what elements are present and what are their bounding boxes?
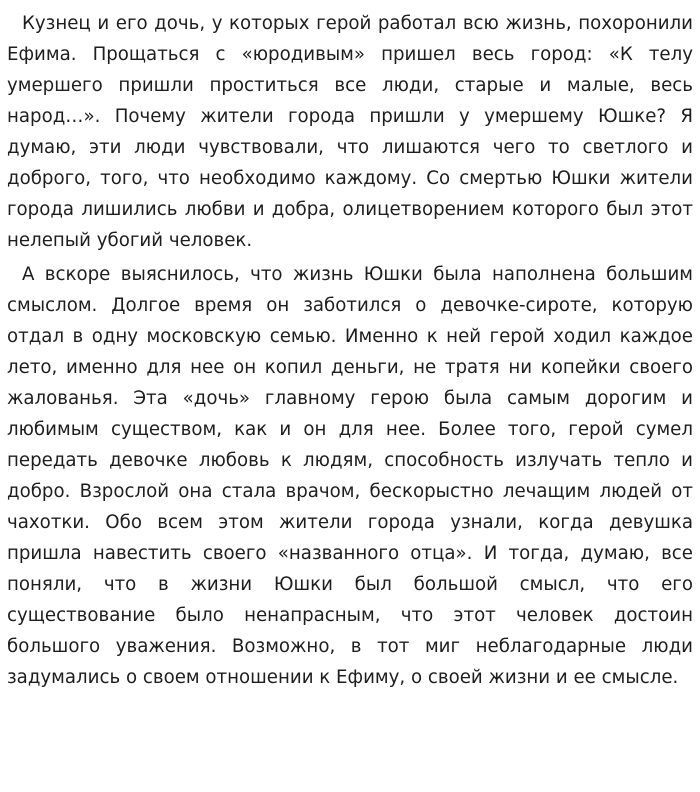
- paragraph-2: А вскоре выяснилось, что жизнь Юшки была наполнена большим смыслом. Долгое время он заботился о девочке-сироте, которую отдал в одну московскую семью. Именно к ней герой ходил каждое лето, именно для нее он копил деньги, не тратя ни копейки своего жалованья. Эта «дочь» главному герою была самым дорогим и любимым существом, как и он для нее. Более того, герой сумел передать девочке любовь к людям, способность излучать тепло и добро. Взрослой она стала врачом, бескорыстно лечащим людей от чахотки. Обо всем этом жители города узнали, когда девушка пришла навестить своего «названного отца». И тогда, думаю, все поняли, что в жизни Юшки был большой смысл, что его существование было ненапрасным, что этот человек достоин большого уважения. Возможно, в тот миг неблагодарные люди задумались о своем отношении к Ефиму, о своей жизни и ее смысле.: [7, 264, 693, 688]
- essay-text: [7, 8, 693, 693]
- paragraph-1: Кузнец и его дочь, у которых герой работал всю жизнь, похоронили Ефима. Прощаться с «юродивым» пришел весь город: «К телу умершего пришли проститься все люди, старые и малые, весь народ…». Почему жители города пришли у умершему Юшке? Я думаю, эти люди чувствовали, что лишаются чего то светлого и доброго, того, что необходимо каждому. Со смертью Юшки жители города лишились любви и добра, олицетворением которого был этот нелепый убогий человек.: [7, 13, 693, 251]
